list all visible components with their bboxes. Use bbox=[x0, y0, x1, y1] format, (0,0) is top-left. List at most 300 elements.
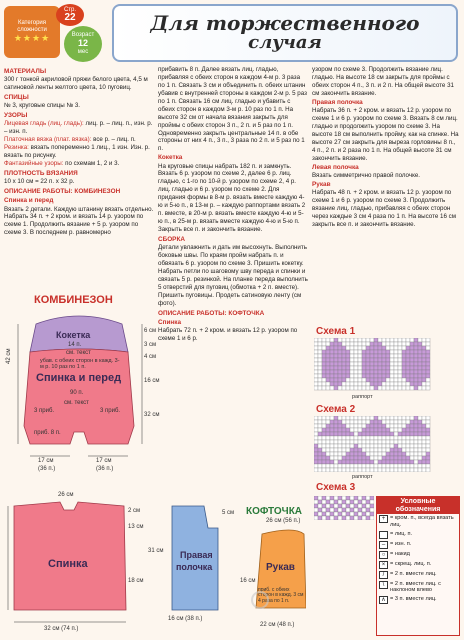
grid-cell bbox=[314, 358, 318, 362]
grid-cell bbox=[398, 342, 402, 346]
grid-cell bbox=[414, 428, 418, 432]
grid-cell bbox=[402, 346, 406, 350]
pattern-name: Резинка: bbox=[4, 144, 29, 152]
grid-cell bbox=[358, 464, 362, 468]
grid-cell bbox=[382, 370, 386, 374]
grid-cell bbox=[334, 500, 338, 504]
text-column-3 bbox=[312, 66, 460, 326]
age-label: Возраст bbox=[71, 32, 95, 39]
grid-cell bbox=[386, 362, 390, 366]
grid-cell bbox=[422, 354, 426, 358]
grid-cell bbox=[350, 338, 354, 342]
grid-cell bbox=[362, 362, 366, 366]
scheme-1-grid bbox=[314, 338, 432, 392]
grid-cell bbox=[414, 452, 418, 456]
grid-cell bbox=[322, 354, 326, 358]
page-title-line-2: случая bbox=[248, 32, 322, 54]
grid-cell bbox=[370, 370, 374, 374]
grid-cell bbox=[330, 424, 334, 428]
grid-cell bbox=[326, 386, 330, 390]
grid-cell bbox=[354, 516, 358, 520]
grid-cell bbox=[358, 504, 362, 508]
grid-cell bbox=[410, 370, 414, 374]
grid-cell bbox=[342, 424, 346, 428]
grid-cell bbox=[330, 362, 334, 366]
grid-cell bbox=[386, 346, 390, 350]
grid-cell bbox=[394, 366, 398, 370]
grid-cell bbox=[342, 378, 346, 382]
grid-cell bbox=[402, 464, 406, 468]
age-badge bbox=[64, 26, 102, 62]
grid-cell bbox=[342, 382, 346, 386]
grid-cell bbox=[398, 460, 402, 464]
grid-cell bbox=[410, 362, 414, 366]
grid-cell bbox=[362, 346, 366, 350]
dim-sleeve-bottom: 22 см (48 п.) bbox=[260, 622, 295, 628]
grid-cell bbox=[338, 436, 342, 440]
grid-cell bbox=[326, 342, 330, 346]
grid-cell bbox=[394, 342, 398, 346]
grid-cell bbox=[334, 428, 338, 432]
grid-cell bbox=[322, 456, 326, 460]
grid-cell bbox=[366, 416, 370, 420]
grid-cell bbox=[330, 338, 334, 342]
grid-cell bbox=[342, 444, 346, 448]
grid-cell bbox=[342, 416, 346, 420]
grid-cell bbox=[426, 350, 430, 354]
grid-cell bbox=[354, 420, 358, 424]
grid-cell bbox=[314, 496, 318, 500]
grid-cell bbox=[390, 370, 394, 374]
grid-cell bbox=[378, 444, 382, 448]
grid-cell bbox=[358, 338, 362, 342]
grid-cell bbox=[366, 362, 370, 366]
grid-cell bbox=[362, 432, 366, 436]
grid-cell bbox=[414, 468, 418, 472]
right-front-label-2: полочка bbox=[176, 562, 213, 572]
grid-cell bbox=[342, 346, 346, 350]
grid-cell bbox=[322, 358, 326, 362]
grid-cell bbox=[358, 456, 362, 460]
grid-cell bbox=[398, 358, 402, 362]
grid-cell bbox=[342, 354, 346, 358]
dim-back-width: 32 см (74 п.) bbox=[44, 626, 79, 632]
grid-cell bbox=[318, 468, 322, 472]
pattern-name: Фантазийные узоры: bbox=[4, 160, 64, 168]
grid-cell bbox=[338, 424, 342, 428]
grid-cell bbox=[334, 338, 338, 342]
grid-cell bbox=[354, 370, 358, 374]
grid-cell bbox=[418, 342, 422, 346]
grid-cell bbox=[398, 464, 402, 468]
grid-cell bbox=[334, 386, 338, 390]
grid-cell bbox=[366, 444, 370, 448]
grid-cell bbox=[406, 468, 410, 472]
grid-cell bbox=[366, 448, 370, 452]
back-heading: Спинка bbox=[158, 318, 182, 326]
grid-cell bbox=[314, 500, 318, 504]
grid-cell bbox=[418, 350, 422, 354]
grid-cell bbox=[386, 424, 390, 428]
right-front-label-1: Правая bbox=[180, 550, 213, 560]
grid-cell bbox=[414, 386, 418, 390]
legend-text: = 2 п. вместе лиц. bbox=[390, 570, 437, 577]
grid-cell bbox=[422, 386, 426, 390]
grid-cell bbox=[422, 436, 426, 440]
grid-cell bbox=[314, 378, 318, 382]
pattern-item bbox=[4, 160, 154, 168]
grid-cell bbox=[370, 440, 374, 444]
grid-cell bbox=[366, 516, 370, 520]
grid-cell bbox=[334, 362, 338, 366]
grid-cell bbox=[326, 346, 330, 350]
grid-cell bbox=[422, 460, 426, 464]
grid-cell bbox=[402, 354, 406, 358]
grid-cell bbox=[314, 350, 318, 354]
pattern-name: Платочная вязка (плат. вязка): bbox=[4, 136, 92, 144]
pattern-item bbox=[4, 120, 154, 136]
grid-cell bbox=[354, 436, 358, 440]
grid-cell bbox=[426, 358, 430, 362]
pattern-item bbox=[4, 144, 154, 160]
grid-cell bbox=[402, 456, 406, 460]
grid-cell bbox=[322, 338, 326, 342]
grid-cell bbox=[350, 354, 354, 358]
grid-cell bbox=[382, 374, 386, 378]
grid-cell bbox=[374, 428, 378, 432]
grid-cell bbox=[318, 456, 322, 460]
grid-cell bbox=[334, 416, 338, 420]
grid-cell bbox=[362, 504, 366, 508]
grid-cell bbox=[346, 346, 350, 350]
grid-cell bbox=[358, 386, 362, 390]
grid-cell bbox=[390, 350, 394, 354]
grid-cell bbox=[326, 468, 330, 472]
legend-text: = изн. п. bbox=[390, 540, 412, 547]
grid-cell bbox=[318, 366, 322, 370]
grid-cell bbox=[406, 420, 410, 424]
kofta-heading: ОПИСАНИЕ РАБОТЫ: КОФТОЧКА bbox=[158, 309, 265, 317]
grid-cell bbox=[350, 432, 354, 436]
grid-cell bbox=[330, 354, 334, 358]
grid-cell bbox=[350, 378, 354, 382]
grid-cell bbox=[386, 366, 390, 370]
grid-cell bbox=[346, 366, 350, 370]
grid-cell bbox=[362, 452, 366, 456]
grid-cell bbox=[322, 432, 326, 436]
grid-cell bbox=[370, 452, 374, 456]
grid-cell bbox=[370, 428, 374, 432]
grid-cell bbox=[362, 378, 366, 382]
grid-cell bbox=[334, 432, 338, 436]
grid-cell bbox=[334, 516, 338, 520]
grid-cell bbox=[374, 374, 378, 378]
grid-cell bbox=[354, 424, 358, 428]
grid-cell bbox=[370, 496, 374, 500]
grid-cell bbox=[318, 370, 322, 374]
grid-cell bbox=[382, 464, 386, 468]
grid-cell bbox=[346, 456, 350, 460]
see-text-note: см. текст bbox=[64, 400, 89, 406]
grid-cell bbox=[390, 346, 394, 350]
grid-cell bbox=[354, 468, 358, 472]
grid-cell bbox=[422, 444, 426, 448]
grid-cell bbox=[426, 342, 430, 346]
grid-cell bbox=[386, 358, 390, 362]
grid-cell bbox=[402, 428, 406, 432]
grid-cell bbox=[362, 370, 366, 374]
grid-cell bbox=[390, 416, 394, 420]
grid-cell bbox=[422, 378, 426, 382]
grid-cell bbox=[414, 460, 418, 464]
grid-cell bbox=[422, 468, 426, 472]
grid-cell bbox=[410, 464, 414, 468]
grid-cell bbox=[386, 370, 390, 374]
grid-cell bbox=[326, 452, 330, 456]
grid-cell bbox=[426, 362, 430, 366]
grid-cell bbox=[314, 386, 318, 390]
grid-cell bbox=[366, 452, 370, 456]
grid-cell bbox=[382, 366, 386, 370]
pattern-item bbox=[4, 136, 154, 144]
left-front-heading: Левая полочка bbox=[312, 163, 359, 171]
grid-cell bbox=[322, 516, 326, 520]
grid-cell bbox=[414, 464, 418, 468]
grid-cell bbox=[342, 508, 346, 512]
grid-cell bbox=[362, 468, 366, 472]
grid-cell bbox=[374, 350, 378, 354]
grid-cell bbox=[410, 428, 414, 432]
grid-cell bbox=[410, 452, 414, 456]
grid-cell bbox=[334, 366, 338, 370]
grid-cell bbox=[330, 500, 334, 504]
grid-cell bbox=[326, 456, 330, 460]
grid-cell bbox=[346, 424, 350, 428]
dim-3: 3 см bbox=[144, 342, 157, 348]
grid-cell bbox=[370, 346, 374, 350]
grid-cell bbox=[330, 448, 334, 452]
grid-cell bbox=[358, 354, 362, 358]
grid-cell bbox=[370, 416, 374, 420]
grid-cell bbox=[358, 516, 362, 520]
legend-text: = накид bbox=[390, 550, 410, 557]
grid-cell bbox=[414, 350, 418, 354]
grid-cell bbox=[366, 374, 370, 378]
grid-cell bbox=[346, 362, 350, 366]
grid-cell bbox=[390, 362, 394, 366]
grid-cell bbox=[414, 370, 418, 374]
grid-cell bbox=[382, 468, 386, 472]
grid-cell bbox=[338, 464, 342, 468]
grid-cell bbox=[366, 424, 370, 428]
grid-cell bbox=[350, 386, 354, 390]
grid-cell bbox=[350, 468, 354, 472]
grid-cell bbox=[410, 354, 414, 358]
grid-cell bbox=[342, 512, 346, 516]
grid-cell bbox=[382, 350, 386, 354]
grid-cell bbox=[382, 416, 386, 420]
grid-cell bbox=[398, 432, 402, 436]
grid-cell bbox=[318, 346, 322, 350]
grid-cell bbox=[334, 358, 338, 362]
grid-cell bbox=[362, 350, 366, 354]
grid-cell bbox=[334, 342, 338, 346]
grid-cell bbox=[406, 362, 410, 366]
grid-cell bbox=[410, 342, 414, 346]
koketka-label: Кокетка bbox=[56, 330, 91, 340]
grid-cell bbox=[402, 358, 406, 362]
combinezon-shape bbox=[4, 294, 157, 484]
grid-cell bbox=[378, 448, 382, 452]
grid-cell bbox=[406, 346, 410, 350]
grid-cell bbox=[402, 378, 406, 382]
grid-cell bbox=[374, 432, 378, 436]
grid-cell bbox=[318, 444, 322, 448]
grid-cell bbox=[346, 440, 350, 444]
grid-cell bbox=[354, 432, 358, 436]
grid-cell bbox=[362, 342, 366, 346]
grid-cell bbox=[370, 504, 374, 508]
legend-item bbox=[377, 580, 459, 595]
grid-cell bbox=[362, 448, 366, 452]
grid-cell bbox=[398, 362, 402, 366]
grid-cell bbox=[346, 508, 350, 512]
grid-cell bbox=[370, 354, 374, 358]
grid-cell bbox=[362, 420, 366, 424]
grid-cell bbox=[418, 420, 422, 424]
grid-cell bbox=[426, 374, 430, 378]
grid-cell bbox=[370, 424, 374, 428]
grid-cell bbox=[382, 428, 386, 432]
grid-cell bbox=[386, 444, 390, 448]
density-text: 10 x 10 см = 22 п. x 32 р. bbox=[4, 178, 75, 186]
grid-cell bbox=[418, 358, 422, 362]
grid-cell bbox=[370, 444, 374, 448]
grid-cell bbox=[422, 432, 426, 436]
grid-cell bbox=[350, 436, 354, 440]
difficulty-label-1: Категория bbox=[17, 20, 47, 27]
grid-cell bbox=[410, 374, 414, 378]
grid-cell bbox=[342, 452, 346, 456]
grid-cell bbox=[426, 448, 430, 452]
grid-cell bbox=[342, 448, 346, 452]
left-front-text: Вязать симметрично правой полочке. bbox=[312, 171, 421, 179]
grid-cell bbox=[326, 436, 330, 440]
grid-cell bbox=[322, 362, 326, 366]
grid-cell bbox=[402, 448, 406, 452]
grid-cell bbox=[346, 428, 350, 432]
grid-cell bbox=[390, 358, 394, 362]
grid-cell bbox=[326, 366, 330, 370]
grid-cell bbox=[346, 436, 350, 440]
grid-cell bbox=[358, 366, 362, 370]
grid-cell bbox=[406, 424, 410, 428]
grid-cell bbox=[326, 496, 330, 500]
grid-cell bbox=[338, 496, 342, 500]
grid-cell bbox=[418, 382, 422, 386]
grid-cell bbox=[398, 420, 402, 424]
grid-cell bbox=[330, 378, 334, 382]
grid-cell bbox=[358, 350, 362, 354]
combinezon-title: КОМБИНЕЗОН bbox=[34, 294, 113, 306]
grid-cell bbox=[338, 460, 342, 464]
right-front-heading: Правая полочка bbox=[312, 98, 363, 106]
grid-cell bbox=[422, 428, 426, 432]
grid-cell bbox=[342, 342, 346, 346]
grid-cell bbox=[322, 428, 326, 432]
grid-cell bbox=[394, 370, 398, 374]
grid-cell bbox=[346, 354, 350, 358]
grid-cell bbox=[422, 456, 426, 460]
grid-cell bbox=[370, 500, 374, 504]
grid-cell bbox=[366, 464, 370, 468]
grid-cell bbox=[334, 350, 338, 354]
dim-18: 18 см bbox=[128, 578, 144, 584]
grid-cell bbox=[390, 342, 394, 346]
grid-cell bbox=[426, 416, 430, 420]
grid-cell bbox=[362, 358, 366, 362]
grid-cell bbox=[346, 496, 350, 500]
page-number-badge bbox=[56, 4, 84, 26]
grid-cell bbox=[410, 448, 414, 452]
grid-cell bbox=[374, 448, 378, 452]
grid-cell bbox=[334, 420, 338, 424]
sleeve-heading: Рукав bbox=[312, 180, 331, 188]
grid-cell bbox=[362, 386, 366, 390]
grid-cell bbox=[358, 428, 362, 432]
legend-symbol: – bbox=[379, 541, 388, 549]
grid-cell bbox=[346, 468, 350, 472]
grid-cell bbox=[330, 432, 334, 436]
grid-cell bbox=[358, 496, 362, 500]
grid-cell bbox=[358, 346, 362, 350]
grid-cell bbox=[370, 460, 374, 464]
grid-cell bbox=[378, 416, 382, 420]
grid-cell bbox=[342, 500, 346, 504]
grid-cell bbox=[366, 440, 370, 444]
grid-cell bbox=[350, 440, 354, 444]
grid-cell bbox=[350, 358, 354, 362]
grid-cell bbox=[358, 370, 362, 374]
grid-cell bbox=[322, 508, 326, 512]
grid-cell bbox=[394, 464, 398, 468]
grid-cell bbox=[418, 386, 422, 390]
grid-cell bbox=[318, 440, 322, 444]
grid-cell bbox=[362, 444, 366, 448]
grid-cell bbox=[370, 362, 374, 366]
grid-cell bbox=[406, 366, 410, 370]
grid-cell bbox=[358, 374, 362, 378]
grid-cell bbox=[358, 436, 362, 440]
grid-cell bbox=[322, 350, 326, 354]
koketka-stitches: 14 п. bbox=[68, 342, 82, 348]
grid-cell bbox=[354, 464, 358, 468]
grid-cell bbox=[398, 350, 402, 354]
grid-cell bbox=[326, 358, 330, 362]
grid-cell bbox=[338, 358, 342, 362]
grid-cell bbox=[346, 432, 350, 436]
dim-6: 6 см bbox=[144, 328, 157, 334]
grid-cell bbox=[374, 358, 378, 362]
grid-cell bbox=[394, 468, 398, 472]
grid-cell bbox=[398, 440, 402, 444]
grid-cell bbox=[338, 354, 342, 358]
grid-cell bbox=[426, 468, 430, 472]
grid-cell bbox=[354, 362, 358, 366]
grid-cell bbox=[386, 350, 390, 354]
grid-cell bbox=[330, 386, 334, 390]
grid-cell bbox=[318, 362, 322, 366]
